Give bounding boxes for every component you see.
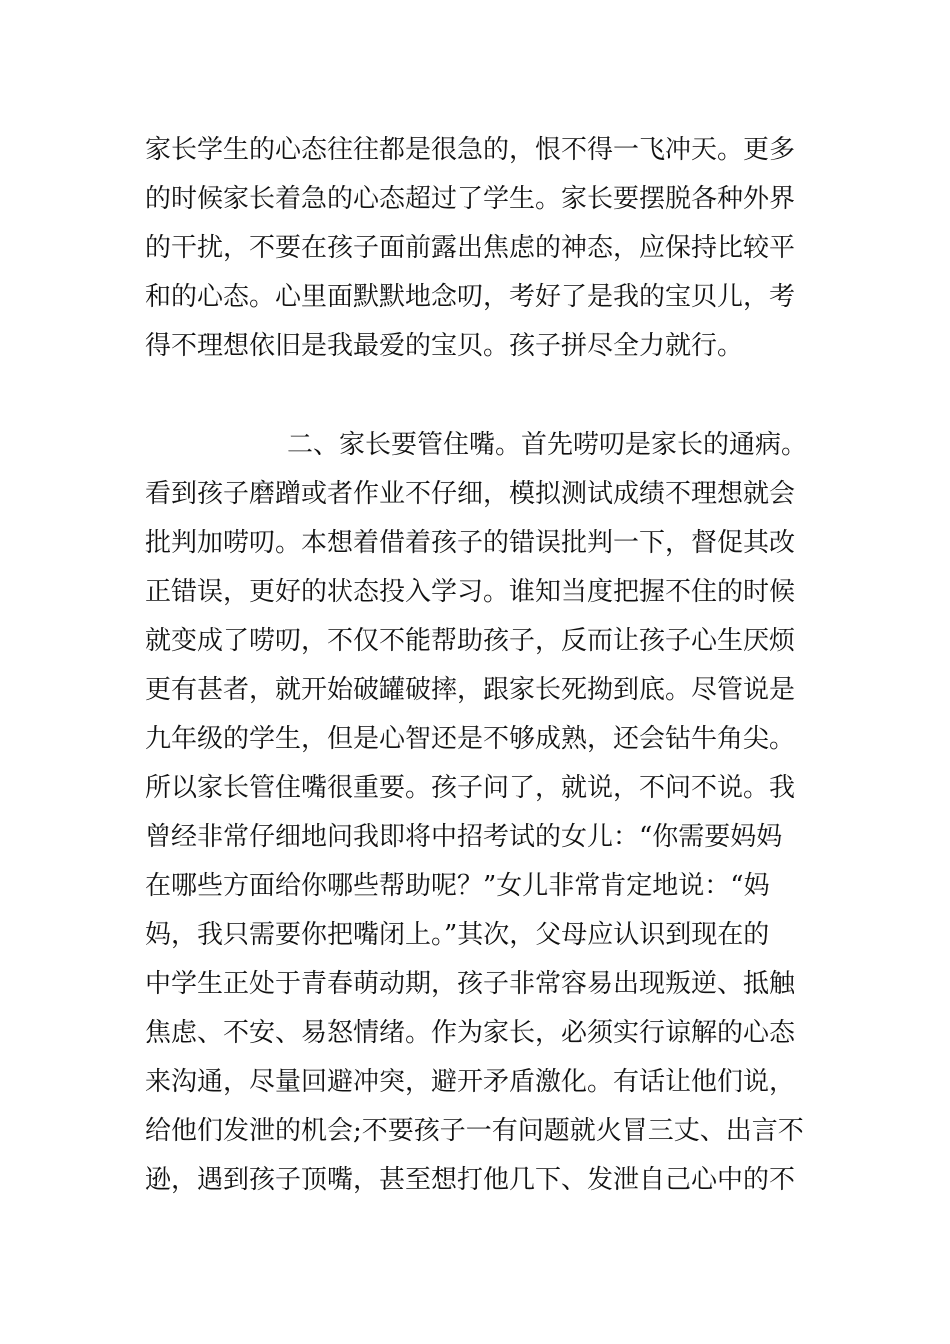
text-line: 的时候家长着急的心态超过了学生。家长要摆脱各种外界 bbox=[145, 184, 796, 214]
text-line: 来沟通，尽量回避冲突，避开矛盾激化。有话让他们说， bbox=[145, 1067, 796, 1097]
text-line: 更有甚者，就开始破罐破摔，跟家长死拗到底。尽管说是 bbox=[145, 675, 796, 705]
text-line: 九年级的学生，但是心智还是不够成熟，还会钻牛角尖。 bbox=[145, 724, 796, 754]
text-line: 得不理想依旧是我最爱的宝贝。孩子拼尽全力就行。 bbox=[145, 331, 744, 361]
text-line: 逊，遇到孩子顶嘴，甚至想打他几下、发泄自己心中的不 bbox=[145, 1165, 796, 1195]
text-line: 给他们发泄的机会;不要孩子一有问题就火冒三丈、出言不 bbox=[145, 1116, 804, 1146]
section-heading-line: 二、家长要管住嘴。首先唠叨是家长的通病。 bbox=[287, 430, 808, 460]
text-line: 焦虑、不安、易怒情绪。作为家长，必须实行谅解的心态 bbox=[145, 1018, 796, 1048]
text-line: 妈，我只需要你把嘴闭上。”其次，父母应认识到现在的 bbox=[145, 920, 770, 950]
text-line: 看到孩子磨蹭或者作业不仔细，模拟测试成绩不理想就会 bbox=[145, 479, 796, 509]
text-line: 在哪些方面给你哪些帮助呢？”女儿非常肯定地说：“妈 bbox=[145, 871, 770, 901]
text-line: 批判加唠叨。本想着借着孩子的错误批判一下，督促其改 bbox=[145, 528, 796, 558]
text-line: 正错误，更好的状态投入学习。谁知当度把握不住的时候 bbox=[145, 577, 796, 607]
text-line: 的干扰，不要在孩子面前露出焦虑的神态，应保持比较平 bbox=[145, 233, 796, 263]
text-line: 所以家长管住嘴很重要。孩子问了，就说，不问不说。我 bbox=[145, 773, 796, 803]
text-line: 就变成了唠叨，不仅不能帮助孩子，反而让孩子心生厌烦 bbox=[145, 626, 796, 656]
text-line: 中学生正处于青春萌动期，孩子非常容易出现叛逆、抵触 bbox=[145, 969, 796, 999]
text-line: 和的心态。心里面默默地念叨，考好了是我的宝贝儿，考 bbox=[145, 282, 796, 312]
text-line: 曾经非常仔细地问我即将中招考试的女儿：“你需要妈妈 bbox=[145, 822, 783, 852]
text-line: 家长学生的心态往往都是很急的，恨不得一飞冲天。更多 bbox=[145, 135, 796, 165]
paragraph-1 bbox=[145, 126, 810, 371]
paragraph-2 bbox=[145, 421, 810, 1205]
